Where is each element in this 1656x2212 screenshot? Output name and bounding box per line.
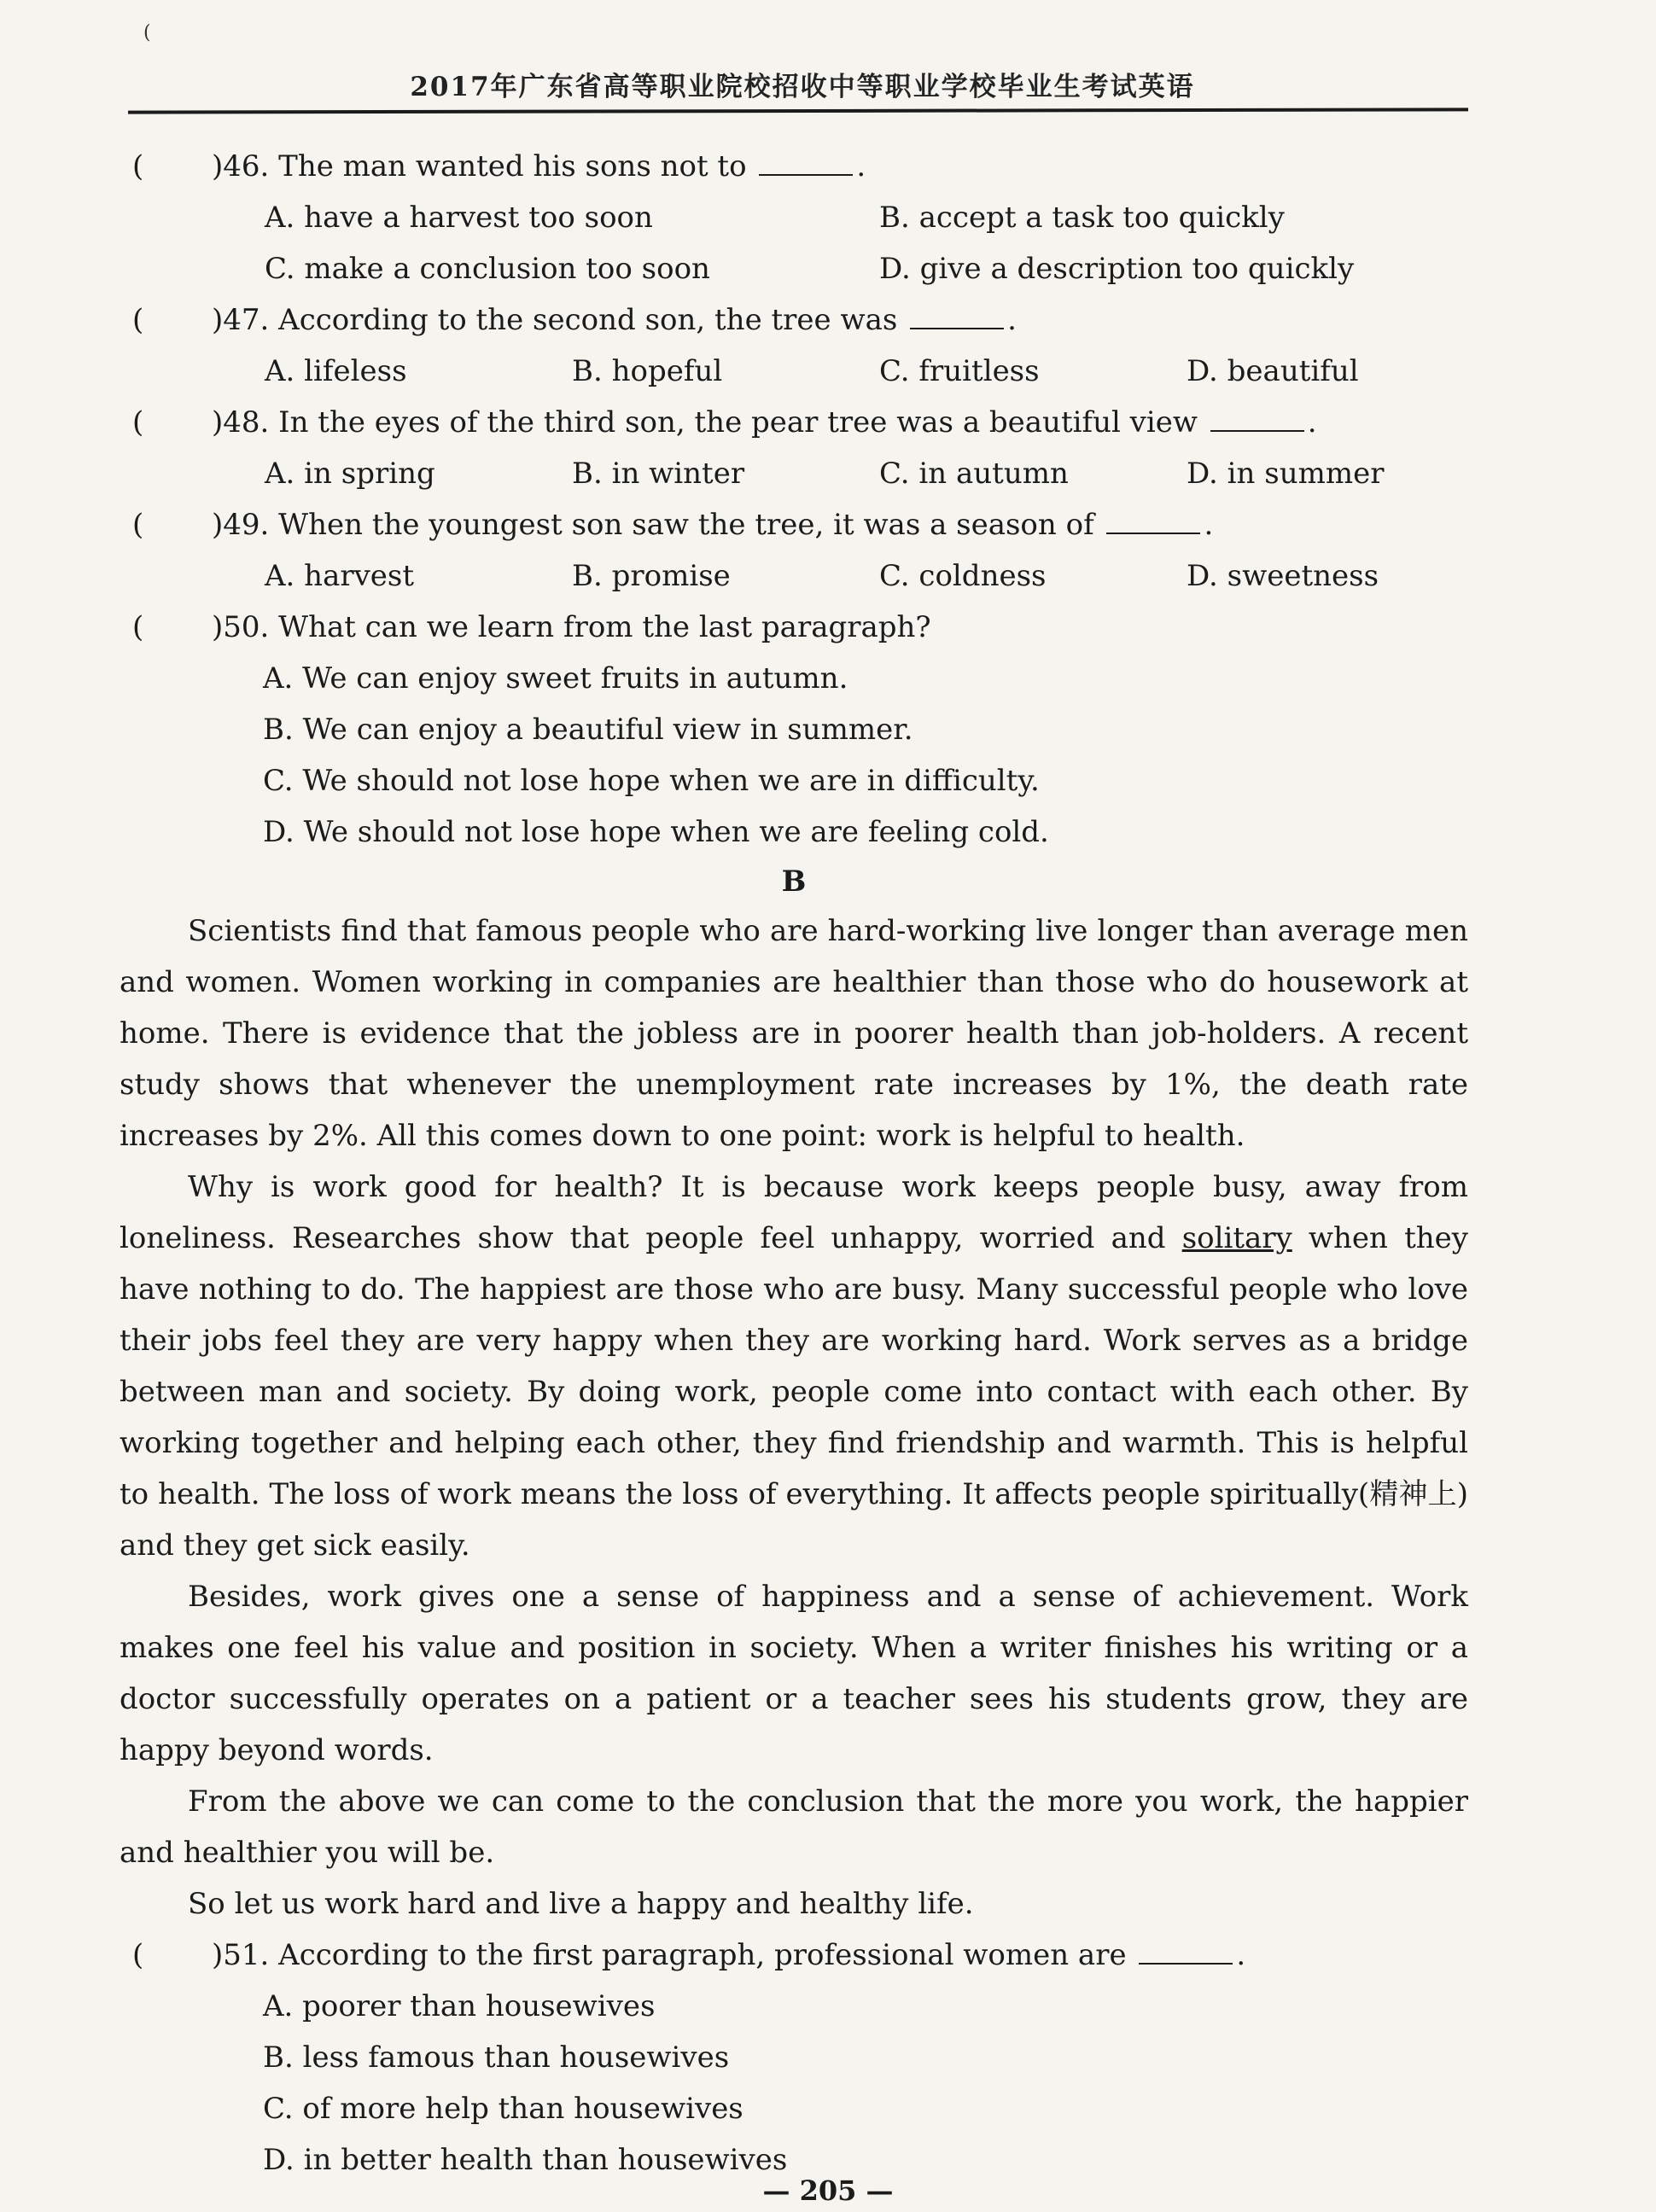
question-stem: )49. When the youngest son saw the tree, it was a season of . xyxy=(212,508,1214,542)
answer-paren: ( xyxy=(132,1938,144,1972)
question-stem: )46. The man wanted his sons not to . xyxy=(212,149,866,183)
corner-mark: ( xyxy=(143,22,151,44)
answer-paren: ( xyxy=(132,149,144,183)
answer-blank xyxy=(910,302,1004,329)
question-47 xyxy=(120,294,1468,346)
passage-paragraph: Besides, work gives one a sense of happiness and a sense of achievement. Work makes one feel his value and position in society. When a writer finishes his writing or a doctor successfully operates on a patient or a teacher sees his students grow, they are happy beyond words. xyxy=(120,1580,1468,1767)
options-row xyxy=(120,550,1468,602)
option-d: D. sweetness xyxy=(1187,559,1379,593)
underlined-word: solitary xyxy=(1181,1221,1292,1255)
options-row xyxy=(120,346,1468,397)
option-b: B. in winter xyxy=(572,457,745,491)
question-stem: )47. According to the second son, the tree was . xyxy=(212,303,1017,337)
option-b: B. promise xyxy=(572,559,731,593)
option-a: A. poorer than housewives xyxy=(263,1989,656,2023)
option-c: C. We should not lose hope when we are in difficulty. xyxy=(263,764,1040,798)
section-label: B xyxy=(781,864,807,899)
option-b: B. less famous than housewives xyxy=(263,2040,730,2075)
answer-paren: ( xyxy=(132,610,144,644)
answer-blank xyxy=(759,148,853,176)
answer-blank xyxy=(1106,507,1200,534)
option-c: C. of more help than housewives xyxy=(263,2092,743,2126)
option-c: C. coldness xyxy=(879,559,1047,593)
passage-paragraph: Scientists find that famous people who are hard-working live longer than average men and women. Women working in companies are healthier than those who do housework at home. There is evidence that the jobless are in poorer health than job-holders. A recent study shows that whenever the unemployment rate increases by 1%, the death rate increases by 2%. All this comes down to one point: work is helpful to health. xyxy=(120,914,1468,1153)
option-c: C. make a conclusion too soon xyxy=(265,252,710,286)
question-stem: )48. In the eyes of the third son, the pear tree was a beautiful view . xyxy=(212,405,1317,439)
page-number: — 205 — xyxy=(762,2174,894,2207)
page-content xyxy=(120,141,1468,2186)
header-divider xyxy=(128,108,1468,114)
option-a: A. lifeless xyxy=(265,354,407,388)
passage-paragraph: So let us work hard and live a happy and healthy life. xyxy=(188,1887,974,1921)
page-header-title: 2017年广东省高等职业院校招收中等职业学校毕业生考试英语 xyxy=(410,72,1195,102)
option-b: B. hopeful xyxy=(572,354,723,388)
option-d: D. beautiful xyxy=(1187,354,1359,388)
passage-paragraph: Why is work good for health? It is because work keeps people busy, away from loneliness. Researches show that people feel unhappy, worried and solitary when they have nothing to do. The happiest are those who are busy. Many successful people who love their jobs feel they are very happy when they are working hard. Work serves as a bridge between man and society. By doing work, people come into contact with each other. By working together and helping each other, they find friendship and warmth. This is helpful to health. The loss of work means the loss of everything. It affects people spiritually(精神上) and they get sick easily. xyxy=(120,1170,1468,1563)
question-49 xyxy=(120,499,1468,550)
option-a: A. in spring xyxy=(265,457,435,491)
options-row xyxy=(120,243,1468,294)
option-d: D. in better health than housewives xyxy=(263,2143,788,2177)
passage-paragraph: From the above we can come to the conclusion that the more you work, the happier and healthier you will be. xyxy=(120,1784,1468,1870)
option-c: C. in autumn xyxy=(879,457,1069,491)
question-stem: )50. What can we learn from the last paragraph? xyxy=(212,610,931,644)
option-a: A. have a harvest too soon xyxy=(265,201,653,235)
option-c: C. fruitless xyxy=(879,354,1040,388)
answer-blank xyxy=(1210,405,1304,432)
options-row xyxy=(120,448,1468,499)
question-46 xyxy=(120,141,1468,192)
answer-paren: ( xyxy=(132,405,144,439)
question-51 xyxy=(120,1930,1468,1981)
option-a: A. We can enjoy sweet fruits in autumn. xyxy=(263,661,848,696)
option-d: D. give a description too quickly xyxy=(879,252,1355,286)
answer-paren: ( xyxy=(132,303,144,337)
options-row xyxy=(120,192,1468,243)
question-stem: )51. According to the first paragraph, professional women are . xyxy=(212,1938,1246,1972)
option-a: A. harvest xyxy=(265,559,415,593)
answer-paren: ( xyxy=(132,508,144,542)
option-b: B. accept a task too quickly xyxy=(879,201,1285,235)
option-d: D. We should not lose hope when we are feeling cold. xyxy=(263,815,1049,849)
question-48 xyxy=(120,397,1468,448)
option-b: B. We can enjoy a beautiful view in summer. xyxy=(263,713,913,747)
question-50 xyxy=(120,602,1468,653)
option-d: D. in summer xyxy=(1187,457,1385,491)
answer-blank xyxy=(1139,1937,1233,1965)
